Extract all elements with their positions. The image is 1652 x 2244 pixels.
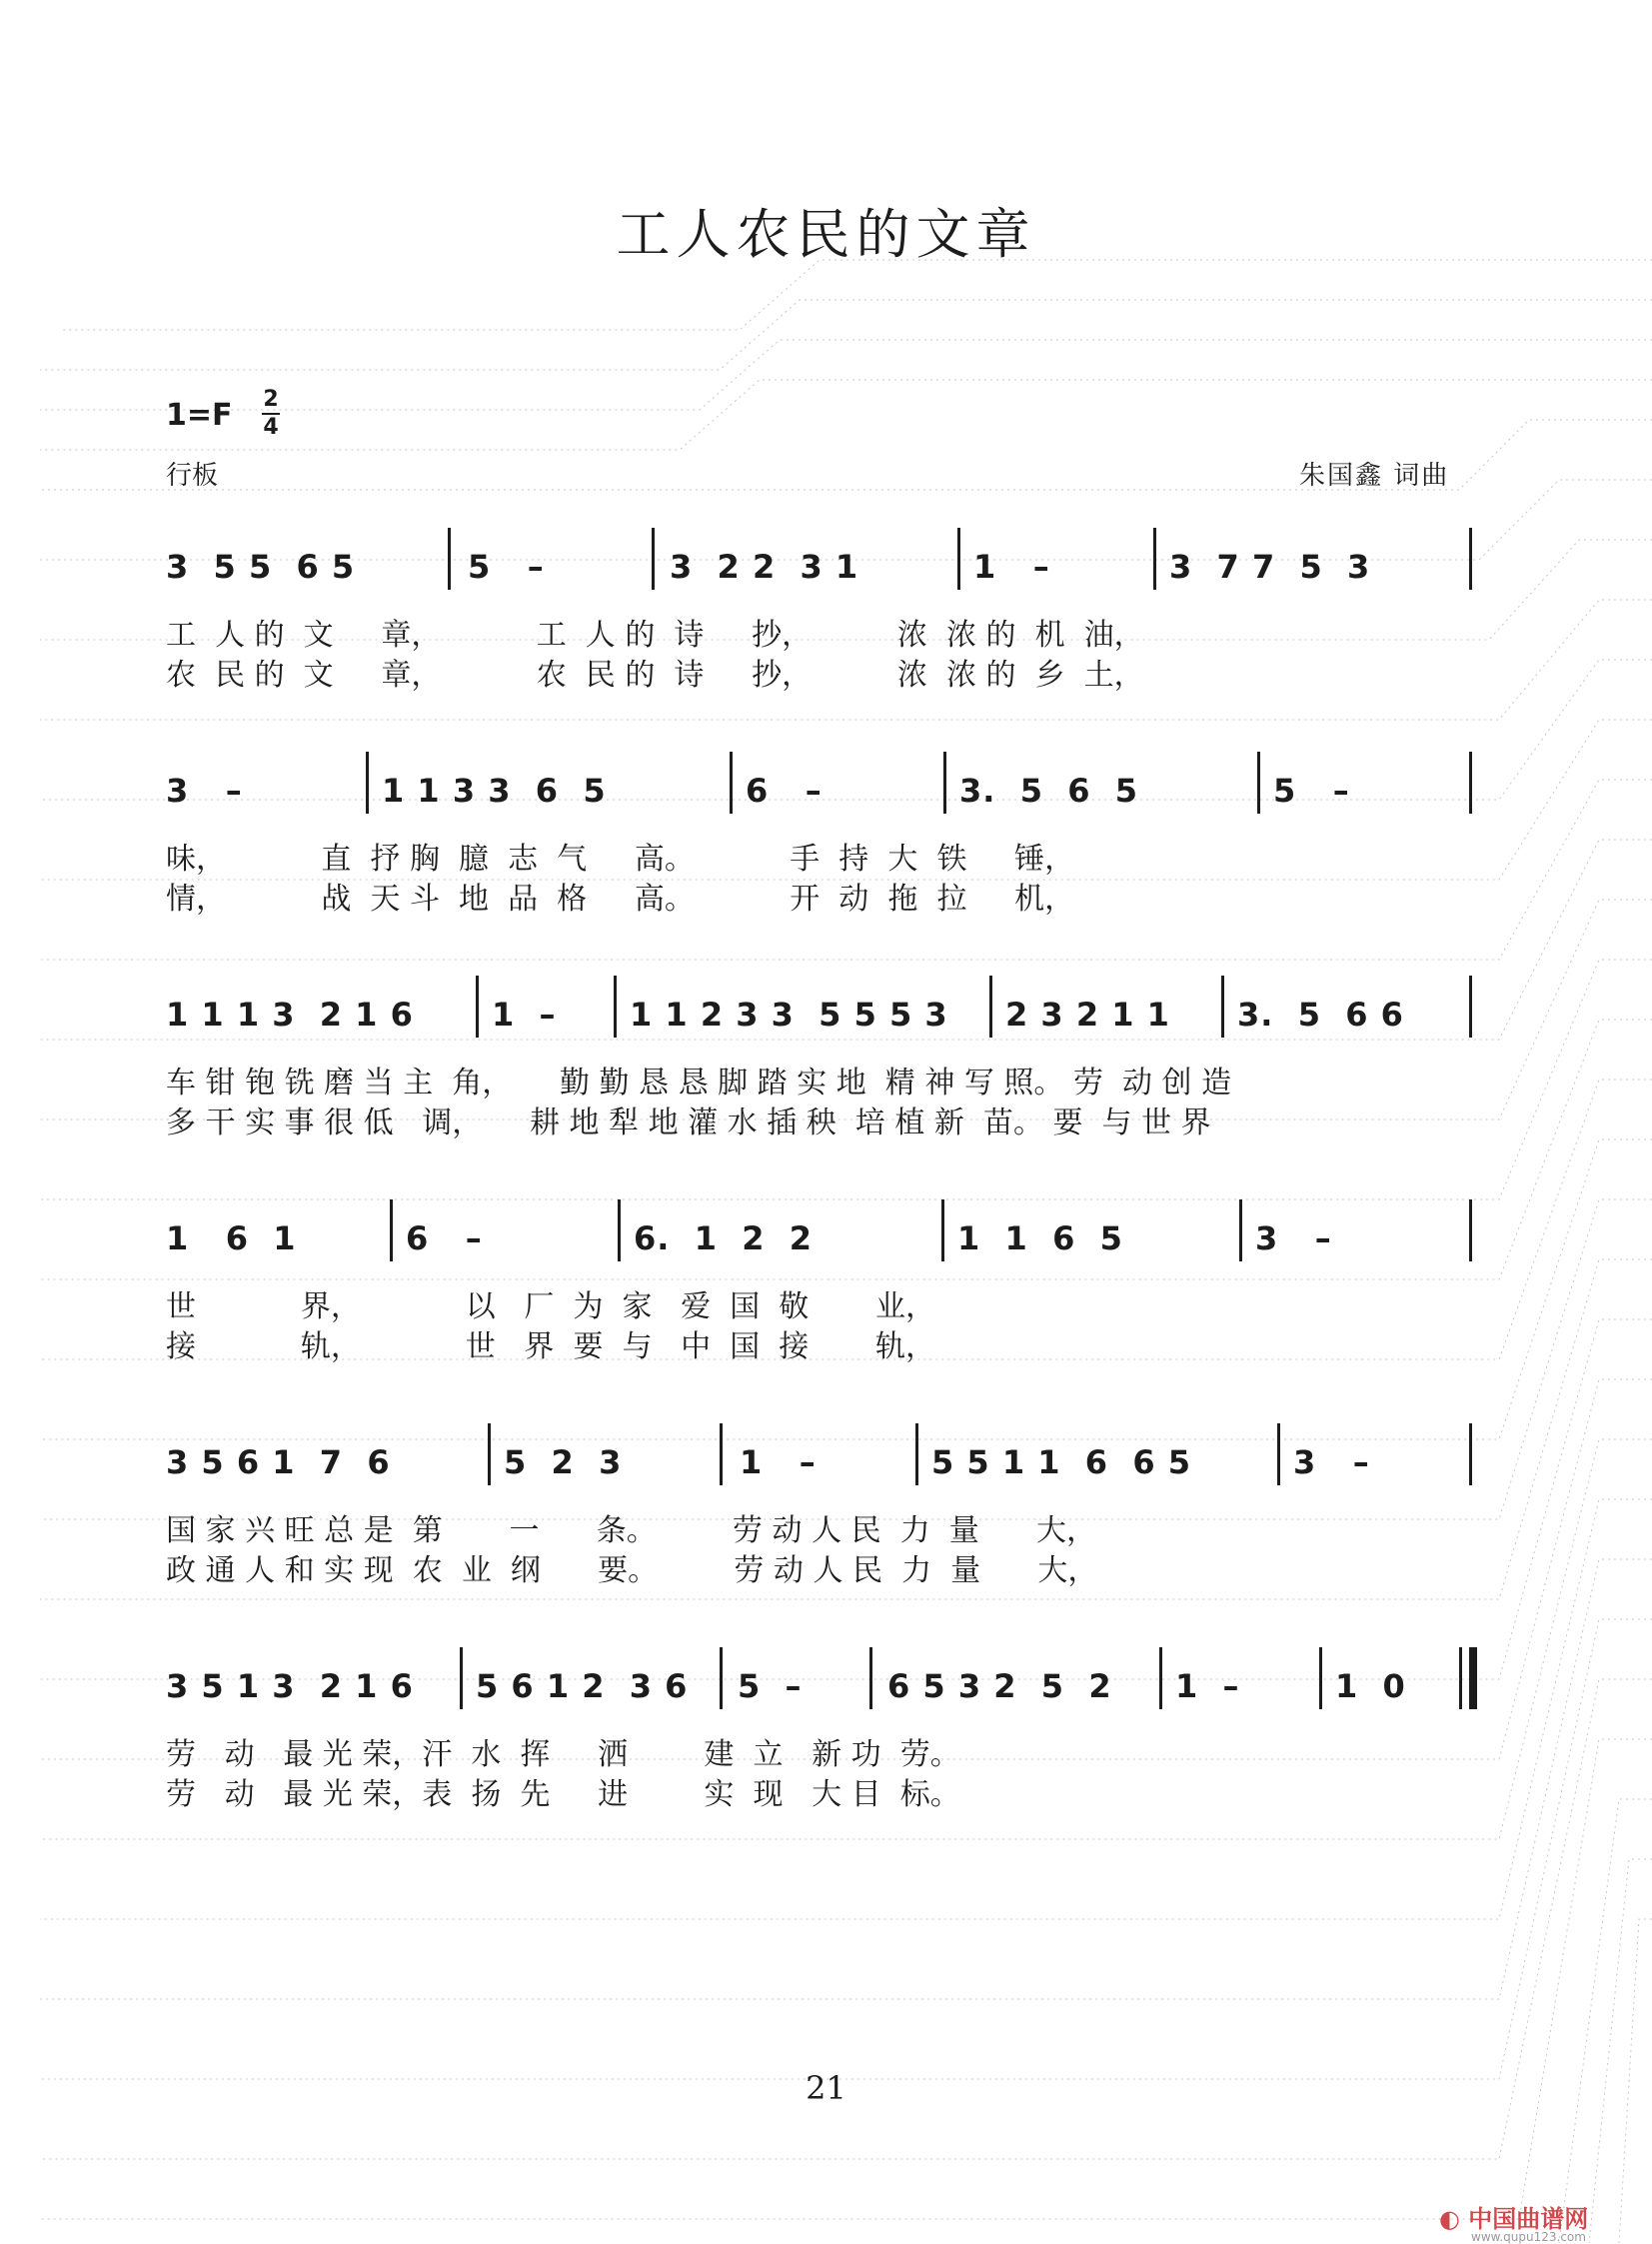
lyrics-verse-1: 车 钳 铇 铣 磨 当 主 角， 勤 勤 恳 恳 脚 踏 实 地 精 神 写 照。 劳 动 创 造 (166, 1066, 1232, 1101)
notes-row (0, 752, 1652, 832)
measure: 3 5 6 1 7 6 (166, 1443, 391, 1481)
composer-credit: 朱国鑫 词曲 (1299, 461, 1450, 491)
notes-row (0, 976, 1652, 1056)
page-number: 21 (806, 2069, 846, 2107)
measure: 1 1 6 5 (957, 1219, 1123, 1257)
measure: 6 – (406, 1219, 483, 1257)
notes-row (0, 528, 1652, 608)
measure: 5 – (738, 1667, 803, 1705)
tempo-marking: 行板 (166, 461, 219, 491)
lyrics-verse-1: 味， 直 抒 胸 臆 志 气 高。 手 持 大 铁 锤， (166, 842, 1075, 877)
measure: 1 – (492, 996, 557, 1034)
measure: 6 – (746, 772, 823, 810)
lyrics-verse-2: 情， 战 天 斗 地 品 格 高。 开 动 拖 拉 机， (166, 882, 1075, 917)
notes-row (0, 1647, 1652, 1727)
time-signature (262, 388, 280, 440)
lyrics-verse-2: 接 轨， 世 界 要 与 中 国 接 轨， (166, 1329, 936, 1364)
site-watermark (1439, 2199, 1588, 2244)
measure: 1 1 1 3 2 1 6 (166, 996, 414, 1034)
score-line-5 (0, 1423, 1652, 1603)
measure: 3 2 2 3 1 (670, 548, 859, 586)
measure: 2 3 2 1 1 (1005, 996, 1170, 1034)
lyrics-verse-2: 政 通 人 和 实 现 农 业 纲 要。 劳 动 人 民 力 量 大， (166, 1553, 1098, 1588)
measure: 1 – (1175, 1667, 1240, 1705)
measure: 5 6 1 2 3 6 (476, 1667, 689, 1705)
measure: 1 0 (1335, 1667, 1406, 1705)
measure: 5 – (1273, 772, 1350, 810)
measure: 1 – (740, 1443, 817, 1481)
measure: 3 – (1255, 1219, 1332, 1257)
lyrics-verse-1: 世 界， 以 厂 为 家 爱 国 敬 业， (166, 1289, 936, 1324)
score-line-4 (0, 1199, 1652, 1379)
time-sig-top: 2 (263, 387, 279, 412)
measure: 6 5 3 2 5 2 (887, 1667, 1112, 1705)
measure: 3 5 5 6 5 (166, 548, 356, 586)
lyrics-verse-1: 劳 动 最 光 荣，汗 水 挥 洒 建 立 新 功 劳。 (166, 1737, 960, 1772)
watermark-url: www.qupu123.com (1471, 2230, 1586, 2244)
lyrics-verse-2: 劳 动 最 光 荣，表 扬 先 进 实 现 大 目 标。 (166, 1777, 960, 1812)
lyrics-verse-2: 农 民 的 文 章， 农 民 的 诗 抄， 浓 浓 的 乡 土， (166, 658, 1144, 693)
measure: 3 7 7 5 3 (1169, 548, 1371, 586)
measure: 1 1 2 3 3 5 5 5 3 (630, 996, 948, 1034)
measure: 1 1 3 3 6 5 (382, 772, 607, 810)
notes-row (0, 1423, 1652, 1503)
score-line-1 (0, 528, 1652, 708)
measure: 3 – (166, 772, 243, 810)
measure: 1 6 1 (166, 1219, 297, 1257)
measure: 3 – (1293, 1443, 1370, 1481)
measure: 5 5 1 1 6 6 5 (931, 1443, 1191, 1481)
lyrics-verse-1: 国 家 兴 旺 总 是 第 一 条。 劳 动 人 民 力 量 大， (166, 1513, 1096, 1548)
watermark-text: 中国曲谱网 (1468, 2205, 1589, 2233)
key-signature (166, 387, 279, 440)
page-title: 工人农民的文章 (616, 203, 1036, 266)
watermark-logo-icon: ◐ (1439, 2205, 1469, 2233)
lyrics-verse-1: 工 人 的 文 章， 工 人 的 诗 抄， 浓 浓 的 机 油， (166, 618, 1144, 653)
measure: 5 – (468, 548, 545, 586)
notes-row (0, 1199, 1652, 1279)
lyrics-verse-2: 多 干 实 事 很 低 调， 耕 地 犁 地 灌 水 插 秧 培 植 新 苗。 要 与 世 界 (166, 1106, 1211, 1140)
score-line-3 (0, 976, 1652, 1155)
measure: 5 2 3 (504, 1443, 623, 1481)
measure: 6. 1 2 2 (634, 1219, 814, 1257)
score-line-2 (0, 752, 1652, 932)
measure: 1 – (973, 548, 1050, 586)
time-sig-bottom: 4 (263, 415, 279, 440)
measure: 3 5 1 3 2 1 6 (166, 1667, 414, 1705)
key-label: 1=F (166, 398, 233, 433)
measure: 3. 5 6 5 (959, 772, 1139, 810)
measure: 3. 5 6 6 (1237, 996, 1404, 1034)
score-line-6 (0, 1647, 1652, 1827)
